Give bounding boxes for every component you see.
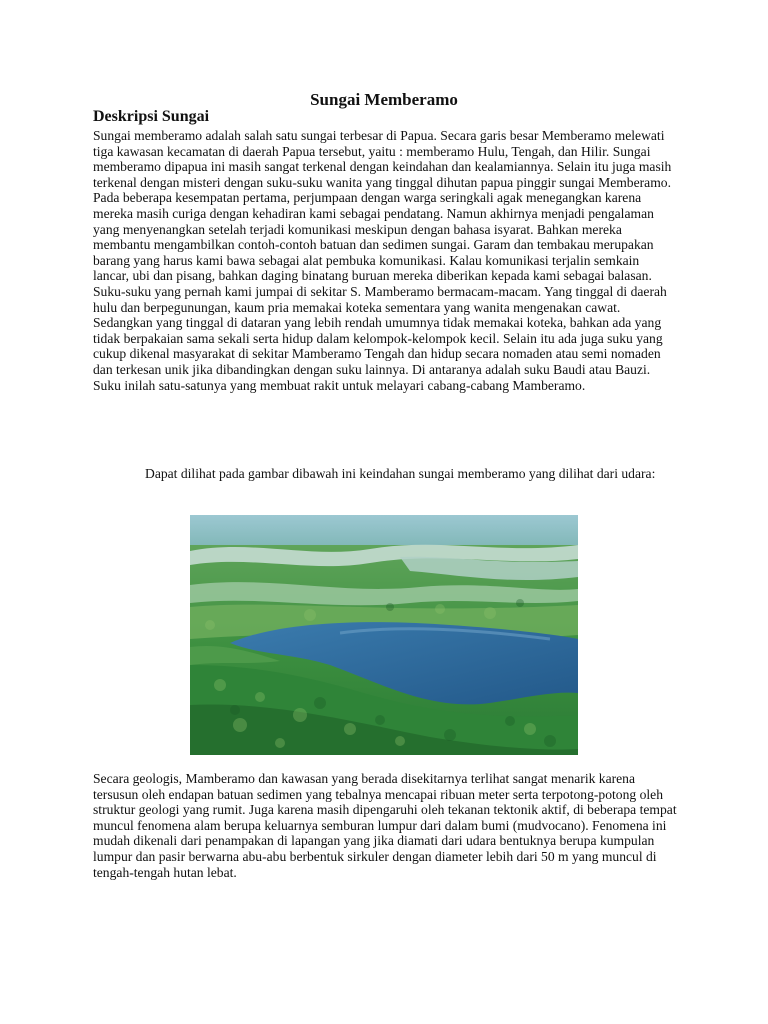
- section-heading: Deskripsi Sungai: [93, 108, 210, 125]
- paragraph-image-intro: Dapat dilihat pada gambar dibawah ini keindahan sungai memberamo yang dilihat dari udara:: [145, 466, 656, 481]
- paragraph-geology: Secara geologis, Mamberamo dan kawasan yang berada disekitarnya terlihat sangat menarik karena tersusun oleh endapan batuan sedimen yang tebalnya mencapai ribuan meter serta terpotong-potong oleh struktur geologi yang rumit. Juga karena masih dipengaruhi oleh tekanan tektonik aktif, di beberapa tempat muncul fenomena alam berupa keluarnya semburan lumpur dari dalam bumi (mudvocano). Fenomena ini mudah dikenali dari penampakan di lapangan yang jika diamati dari udara bentuknya berupa kumpulan lumpur dan pasir berwarna abu-abu berbentuk sirkuler dengan diameter lebih dari 50 m yang muncul di tengah-tengah hutan lebat.: [93, 771, 677, 880]
- aerial-river-illustration: [190, 515, 578, 755]
- aerial-river-photo: [190, 515, 578, 755]
- paragraph-description: Sungai memberamo adalah salah satu sungai terbesar di Papua. Secara garis besar Memberamo melewati tiga kawasan kecamatan di daerah Papua tersebut, yaitu : memberamo Hulu, Tengah, dan Hilir. Sungai memberamo dipapua ini masih sangat terkenal dengan keindahan dan kealamiannya. Selain itu juga masih terkenal dengan misteri dengan suku-suku wanita yang tinggal dihutan papua pinggir sungai Memberamo. Pada beberapa kesempatan pertama, perjumpaan dengan warga seringkali agak menegangkan karena mereka masih curiga dengan kehadiran kami sebagai pendatang. Namun akhirnya menjadi pengalaman yang menyenangkan setelah terjadi komunikasi meskipun dengan bahasa isyarat. Bahkan mereka membantu mengambilkan contoh-contoh batuan dan sedimen sungai. Garam dan tembakau merupakan barang yang harus kami bawa sebagai alat pembuka komunikasi. Kalau komunikasi terjalin semkain lancar, ubi dan pisang, bahkan daging binatang buruan mereka diberikan kepada kami sebagai balasan. Suku-suku yang pernah kami jumpai di sekitar S. Mamberamo bermacam-macam. Yang tinggal di daerah hulu dan berpegunungan, kaum pria memakai koteka sementara yang wanita mengenakan cawat. Sedangkan yang tinggal di dataran yang lebih rendah umumnya tidak memakai koteka, bahkan ada yang tidak berpakaian sama sekali serta hidup dalam kelompok-kelompok kecil. Selain itu ada juga suku yang cukup dikenal masyarakat di sekitar Mamberamo Tengah dan hidup secara nomaden atau semi nomaden dan terkesan unik jika dibandingkan dengan suku lainnya. Di antaranya adalah suku Baudi atau Bauzi. Suku inilah satu-satunya yang membuat rakit untuk melayari cabang-cabang Mamberamo.: [93, 128, 672, 393]
- document-title: Sungai Memberamo: [310, 90, 458, 109]
